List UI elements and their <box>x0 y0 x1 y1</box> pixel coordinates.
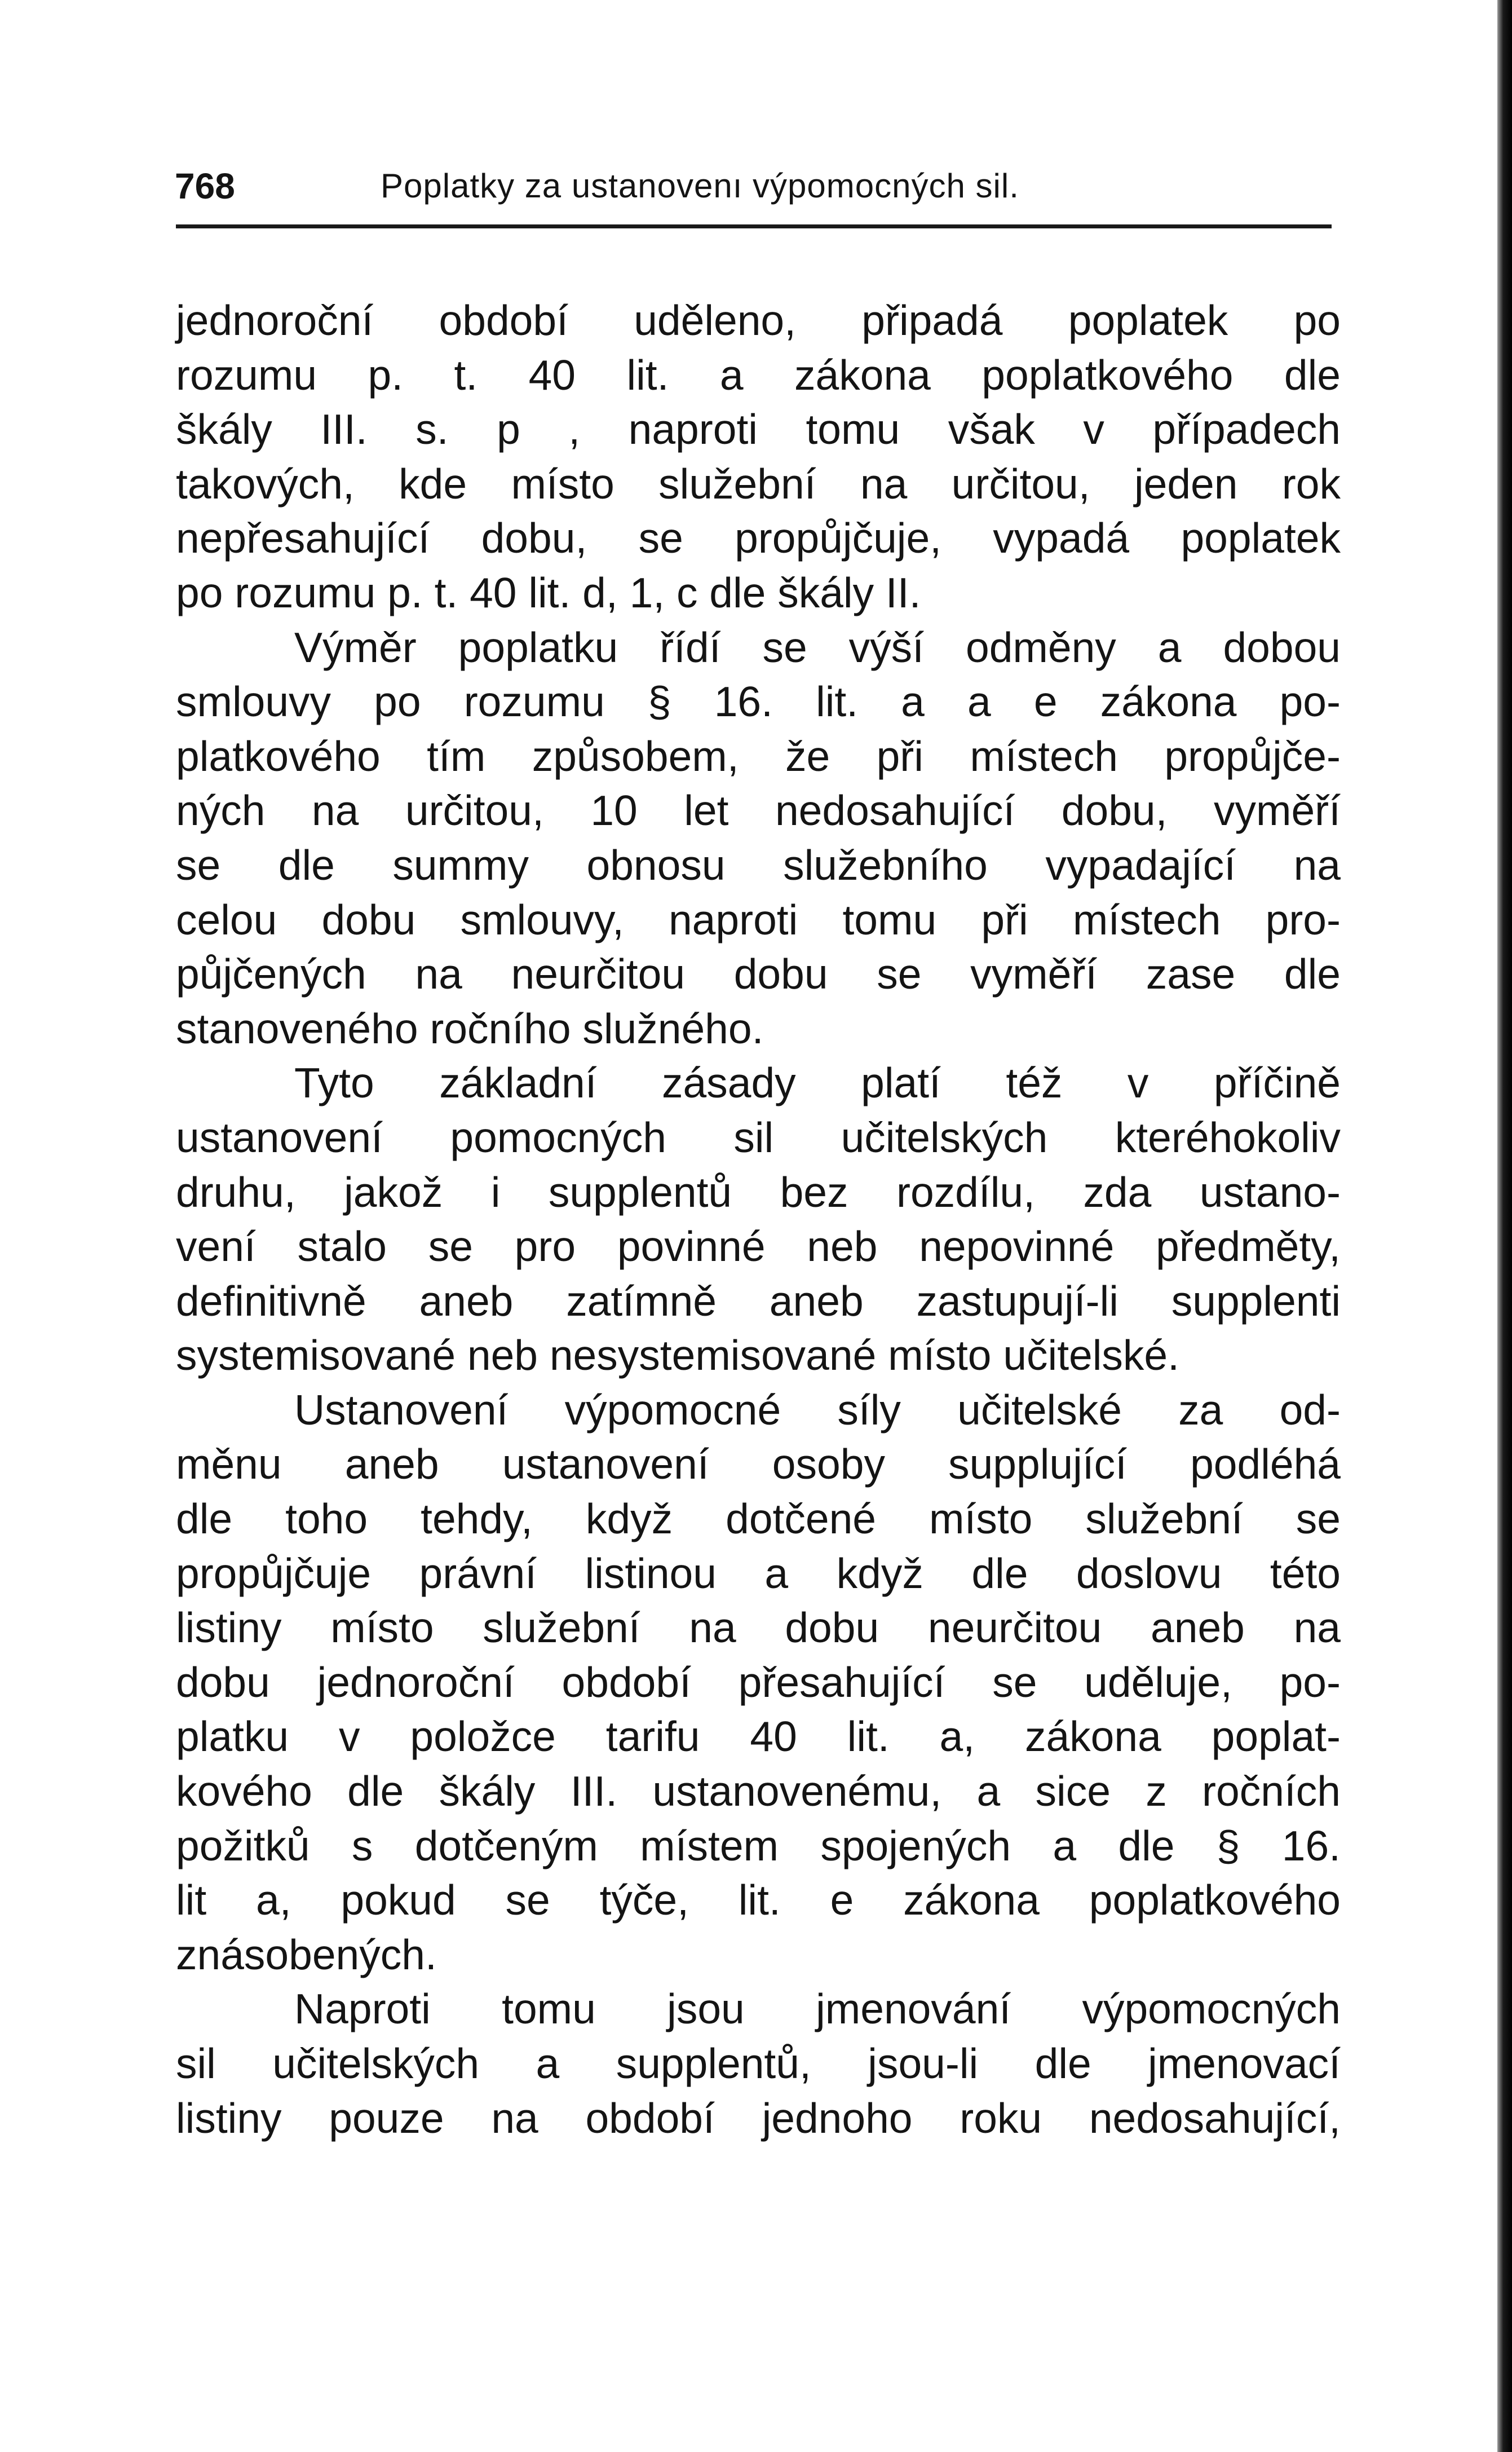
text-line: smlouvy po rozumu § 16. lit. a a e zákona po- <box>176 678 1341 726</box>
text-line: nepřesahující dobu, se propůjčuje, vypadá poplatek <box>176 514 1341 562</box>
text-line: Ustanovení výpomocné síly učitelské za od- <box>294 1386 1341 1434</box>
text-line: systemisované neb nesystemisované místo učitelské. <box>176 1331 1179 1379</box>
page-number: 768 <box>175 166 235 206</box>
text-line: dobu jednoroční období přesahující se uděluje, po- <box>176 1658 1341 1706</box>
text-line: druhu, jakož i supplentů bez rozdílu, zda ustano- <box>176 1168 1341 1216</box>
page-binding-edge <box>1497 0 1512 2452</box>
text-line: definitivně aneb zatímně aneb zastupují-li supplenti <box>176 1277 1341 1325</box>
text-line: stanoveného ročního služného. <box>176 1004 764 1052</box>
header-rule <box>176 224 1332 228</box>
text-line: rozumu p. t. 40 lit. a zákona poplatkového dle <box>176 351 1341 399</box>
text-line: lit a, pokud se týče, lit. e zákona poplatkového <box>176 1876 1341 1924</box>
text-line: sil učitelských a supplentů, jsou-li dle jmenovací <box>176 2040 1341 2087</box>
body-text <box>176 293 1341 2145</box>
text-line: listiny místo služební na dobu neurčitou aneb na <box>176 1604 1341 1652</box>
text-line: celou dobu smlouvy, naproti tomu při místech pro- <box>176 896 1341 943</box>
text-line: platkového tím způsobem, že při místech propůjče- <box>176 732 1341 780</box>
text-line: vení stalo se pro povinné neb nepovinné předměty, <box>176 1223 1341 1271</box>
text-line: jednoroční období uděleno, připadá poplatek po <box>176 297 1341 344</box>
text-line: listiny pouze na období jednoho roku nedosahující, <box>176 2094 1341 2142</box>
text-line: platku v položce tarifu 40 lit. a, zákona poplat- <box>176 1713 1341 1761</box>
text-line: Výměr poplatku řídí se výší odměny a dobou <box>294 623 1341 671</box>
text-line: Tyto základní zásady platí též v příčině <box>294 1059 1341 1107</box>
text-line: měnu aneb ustanovení osoby supplující podléhá <box>176 1440 1341 1488</box>
text-line: se dle summy obnosu služebního vypadající na <box>176 841 1341 889</box>
text-line: znásobených. <box>176 1930 437 1978</box>
text-line: propůjčuje právní listinou a když dle doslovu této <box>176 1549 1341 1597</box>
text-line: dle toho tehdy, když dotčené místo služební se <box>176 1495 1341 1543</box>
text-line: ných na určitou, 10 let nedosahující dobu, vyměří <box>176 787 1341 835</box>
running-title: Poplatky za ustanovenı výpomocných sil. <box>381 167 1019 205</box>
text-line: půjčených na neurčitou dobu se vyměří zase dle <box>176 950 1341 998</box>
text-line: požitků s dotčeným místem spojených a dle § 16. <box>176 1822 1341 1869</box>
text-line: Naproti tomu jsou jmenování výpomocných <box>294 1985 1341 2033</box>
text-line: kového dle škály III. ustanovenému, a sice z ročních <box>176 1767 1341 1815</box>
page-header <box>175 161 1330 211</box>
text-line: škály III. s. p , naproti tomu však v případech <box>176 405 1341 453</box>
text-line: ustanovení pomocných sil učitelských kteréhokoliv <box>176 1113 1341 1161</box>
text-line: po rozumu p. t. 40 lit. d, 1, c dle škály II. <box>176 568 921 616</box>
text-line: takových, kde místo služební na určitou, jeden rok <box>176 460 1341 508</box>
